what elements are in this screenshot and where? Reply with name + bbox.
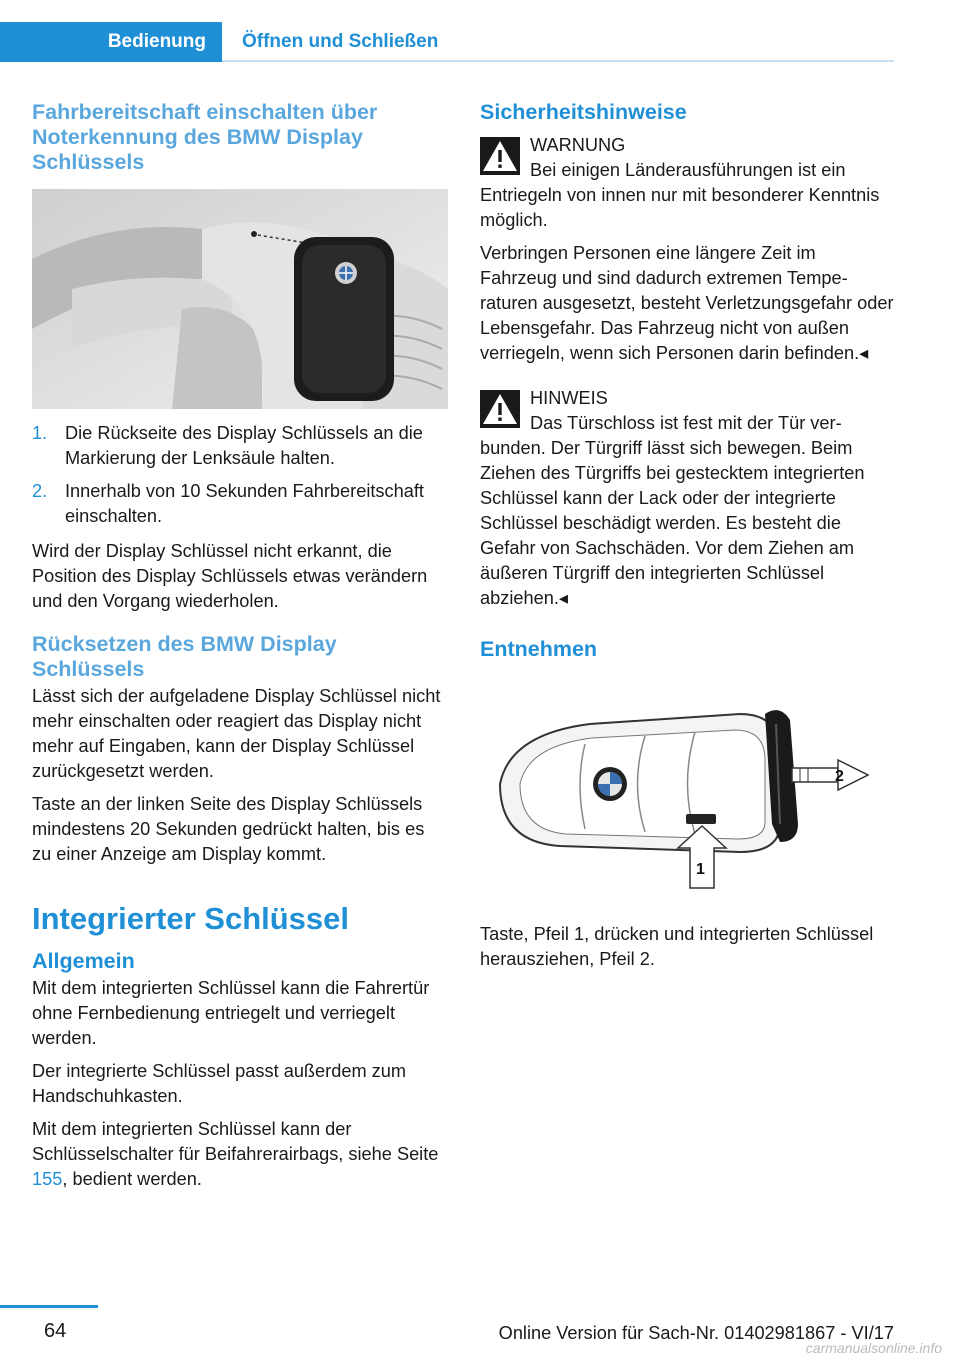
- tab-bedienung[interactable]: Bedienung: [0, 22, 222, 62]
- step-number: 2.: [32, 481, 48, 501]
- step-text: Innerhalb von 10 Sekunden Fahrbereitschaft einschalten.: [65, 481, 424, 526]
- paragraph-text: , bedient werden.: [62, 1169, 202, 1189]
- hinweis-rest: bunden. Der Türgriff lässt sich bewegen. Beim Ziehen des Türgriffs bei gestecktem integrierten Schlüssel kann der Lack oder der integrierte Schlüssel beschädigt werden. Es besteht die Gefahr von Sachschäden. Vor dem Ziehen am äußeren Türgriff den integrierten Schlüssel abziehen.◂: [480, 438, 865, 608]
- paragraph: Der integrierte Schlüssel passt außerdem zum Handschuhkasten.: [32, 1061, 407, 1106]
- heading-allgemein: Allgemein: [32, 949, 135, 973]
- list-item: [32, 479, 448, 529]
- heading-fahrbereitschaft: Fahrbereitschaft einschalten über Noterkennung des BMW Display Schlüssels: [32, 100, 378, 174]
- step-text: Die Rückseite des Display Schlüssels an die Markierung der Lenksäule halten.: [65, 423, 423, 468]
- right-column: [480, 100, 894, 980]
- steps-list: [32, 421, 448, 529]
- key-removal-image: [480, 674, 894, 904]
- paragraph: Taste, Pfeil 1, drücken und integrierten Schlüssel herausziehen, Pfeil 2.: [480, 924, 874, 969]
- left-column: [32, 100, 448, 1200]
- hinweis-notice: [480, 386, 894, 611]
- online-version-note: Online Version für Sach-Nr. 01402981867 - VI/17: [498, 1323, 894, 1343]
- display-key-illustration: [32, 189, 448, 409]
- page-header: [0, 0, 960, 62]
- hinweis-text: [480, 411, 894, 611]
- paragraph-with-link: [32, 1117, 448, 1192]
- heading-sicherheitshinweise: Sicherheitshinweise: [480, 100, 687, 124]
- page-link-155[interactable]: 155: [32, 1169, 63, 1189]
- paragraph: Mit dem integrierten Schlüssel kann die Fahrertür ohne Fernbedienung entriegelt und verriegelt werden.: [32, 978, 430, 1048]
- warning-label: WARNUNG: [530, 135, 626, 155]
- list-item: [32, 421, 448, 471]
- paragraph-text: Mit dem integrierten Schlüssel kann der Schlüsselschalter für Beifahrerairbags, siehe Seite: [32, 1119, 439, 1164]
- paragraph: Lässt sich der aufgeladene Display Schlüssel nicht mehr einschalten oder reagiert das Display nicht mehr auf Eingaben, kann der Display Schlüssel zurückgesetzt werden.: [32, 686, 441, 781]
- watermark: carmanualsonline.info: [805, 1340, 942, 1356]
- step-number: 1.: [32, 423, 48, 443]
- heading-ruecksetzen: Rücksetzen des BMW Display Schlüssels: [32, 632, 337, 681]
- paragraph: Taste an der linken Seite des Display Schlüssels mindestens 20 Sekunden gedrückt halten, bis es zu einer Anzeige am Display kommt.: [32, 794, 425, 864]
- heading-integrierter-schluessel: Integrierter Schlüssel: [32, 901, 350, 936]
- hinweis-first-line: Das Türschloss ist fest mit der Tür ver-: [530, 413, 842, 433]
- header-divider: [222, 60, 894, 62]
- warning-triangle-icon: [480, 137, 520, 175]
- warning-triangle-icon: [480, 390, 520, 428]
- warning-first-line: Bei einigen Länderausführungen ist ein: [530, 160, 846, 180]
- heading-entnehmen: Entnehmen: [480, 637, 598, 661]
- integrated-key-illustration: [480, 674, 894, 904]
- steering-column-key-image: [32, 189, 448, 409]
- arrow-label-1: 1: [696, 861, 705, 878]
- warning-notice: [480, 133, 894, 233]
- tab-oeffnen-schliessen[interactable]: Öffnen und Schließen: [242, 31, 439, 52]
- page-number: 64: [44, 1320, 67, 1342]
- footer-divider: [0, 1305, 98, 1308]
- hinweis-label: HINWEIS: [530, 388, 608, 408]
- arrow-label-2: 2: [835, 768, 844, 785]
- warning-paragraph: Verbringen Personen eine längere Zeit im Fahrzeug und sind dadurch extremen Temperaturen ausgesetzt, besteht Verletzungsgefahr oder Lebensgefahr. Das Fahrzeug nicht von außen verriegeln, wenn sich Personen darin befinden.◂: [480, 243, 894, 363]
- warning-text: [480, 158, 894, 233]
- warning-rest: Entriegeln von innen nur mit besonderer Kenntnis möglich.: [480, 185, 880, 230]
- paragraph: Wird der Display Schlüssel nicht erkannt, die Position des Display Schlüssels etwas verändern und den Vorgang wiederholen.: [32, 541, 428, 611]
